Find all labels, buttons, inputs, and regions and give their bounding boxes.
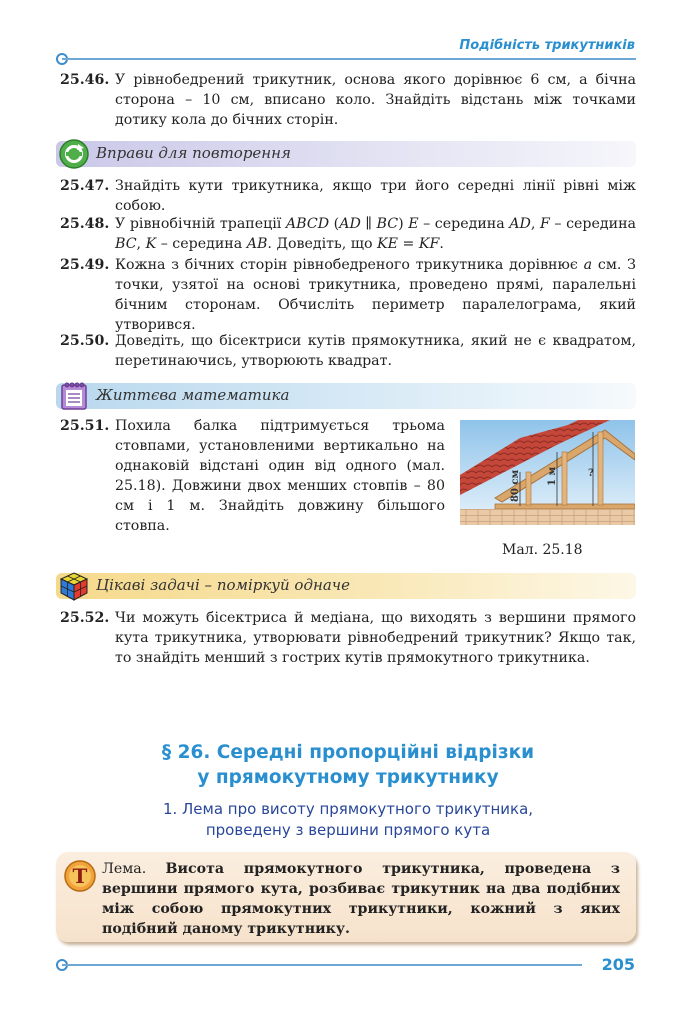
problem-number: 25.51. (60, 418, 110, 434)
banner-label: Вправи для повторення (96, 144, 291, 162)
running-header: Подібність трикутників (459, 38, 635, 53)
theorem-letter: Т (72, 864, 88, 888)
problem-text: Чи можуть бісектриса й медіана, що виходять з вершини прямого кута трикутника, утворювати рівнобедрений трикутник? Якщо так, то знайдіть менший з гострих кутів прямокутного трикутника. (115, 610, 636, 666)
problem-text: Похила балка підтримується трьома стовпами, установленими вертикально на однаковій відстані один від одного (мал. 25.18). Довжини двох менших стовпів – 80 см і 1 м. Знайдіть довжину більшого стовпа. (115, 418, 445, 534)
banner-label: Цікаві задачі – поміркуй одначе (96, 576, 350, 594)
label-1m: 1 м (547, 466, 558, 486)
notepad-icon (58, 380, 90, 412)
lemma-lead: Лема. (102, 861, 147, 877)
subsection-title: 1. Лема про висоту прямокутного трикутника, проведену з вершини прямого кута (162, 800, 534, 839)
page-number: 205 (601, 955, 635, 974)
banner-label: Життєва математика (96, 386, 290, 404)
problem-25-51 (60, 416, 445, 536)
lemma-statement: Висота прямокутного трикутника, проведена з вершини прямого кута, розбиває трикутник на два подібних між собою прямокутних трикутники, кожний з яких подібний даному трикутнику. (102, 861, 620, 937)
header-rule (62, 58, 636, 60)
problem-text: Знайдіть кути трикутника, якщо три його середні лінії рівні між собою. (115, 178, 636, 214)
section-title: § 26. Середні пропорційні відрізки у прямокутному трикутнику (161, 742, 535, 788)
problem-25-47 (60, 176, 636, 216)
problem-25-52 (60, 608, 636, 668)
figure-caption: Мал. 25.18 (502, 542, 583, 558)
footer-rule (62, 964, 582, 966)
post-medium (562, 452, 567, 505)
banner-review (56, 141, 636, 167)
problem-number: 25.49. (60, 257, 110, 273)
problem-25-48 (60, 214, 636, 254)
label-unknown: ? (588, 468, 594, 479)
post-small (526, 472, 531, 505)
problem-number: 25.47. (60, 178, 110, 194)
figure-roof-beam (460, 420, 635, 525)
problem-number: 25.46. (60, 72, 110, 88)
problem-number: 25.50. (60, 333, 110, 349)
problem-text: У рівнобічній трапеції ABCD (AD ∥ BC) E – середина AD, F – середина BC, K – середина AB. Доведіть, що KE = KF. (115, 216, 636, 252)
post-large (598, 432, 603, 505)
banner-life-math (56, 383, 636, 409)
problem-25-49 (60, 255, 636, 335)
label-80cm: 80 см (510, 469, 521, 502)
problem-number: 25.48. (60, 216, 110, 232)
recycle-arrows-icon (58, 138, 90, 170)
problem-25-50 (60, 331, 636, 371)
problem-number: 25.52. (60, 610, 110, 626)
lemma-text (102, 859, 620, 939)
problem-text: Кожна з бічних сторін рівнобедреного трикутника дорівнює a см. З точки, узятої на основі трикутника, проведено прямі, паралельні бічним сторонам. Обчисліть периметр паралелограма, який утворився. (115, 257, 636, 333)
theorem-t-icon (64, 860, 96, 892)
problem-25-46 (60, 70, 636, 130)
rubik-cube-icon (58, 570, 90, 602)
problem-text: У рівнобедрений трикутник, основа якого дорівнює 6 см, а бічна сторона – 10 см, вписано коло. Знайдіть відстань між точками дотику кола до бічних сторін. (115, 72, 636, 128)
banner-fun-problems (56, 573, 636, 599)
lemma-box (56, 852, 636, 942)
brick-wall (460, 509, 635, 525)
problem-text: Доведіть, що бісектриси кутів прямокутника, який не є квадратом, перетинаючись, утворюють квадрат. (115, 333, 636, 369)
